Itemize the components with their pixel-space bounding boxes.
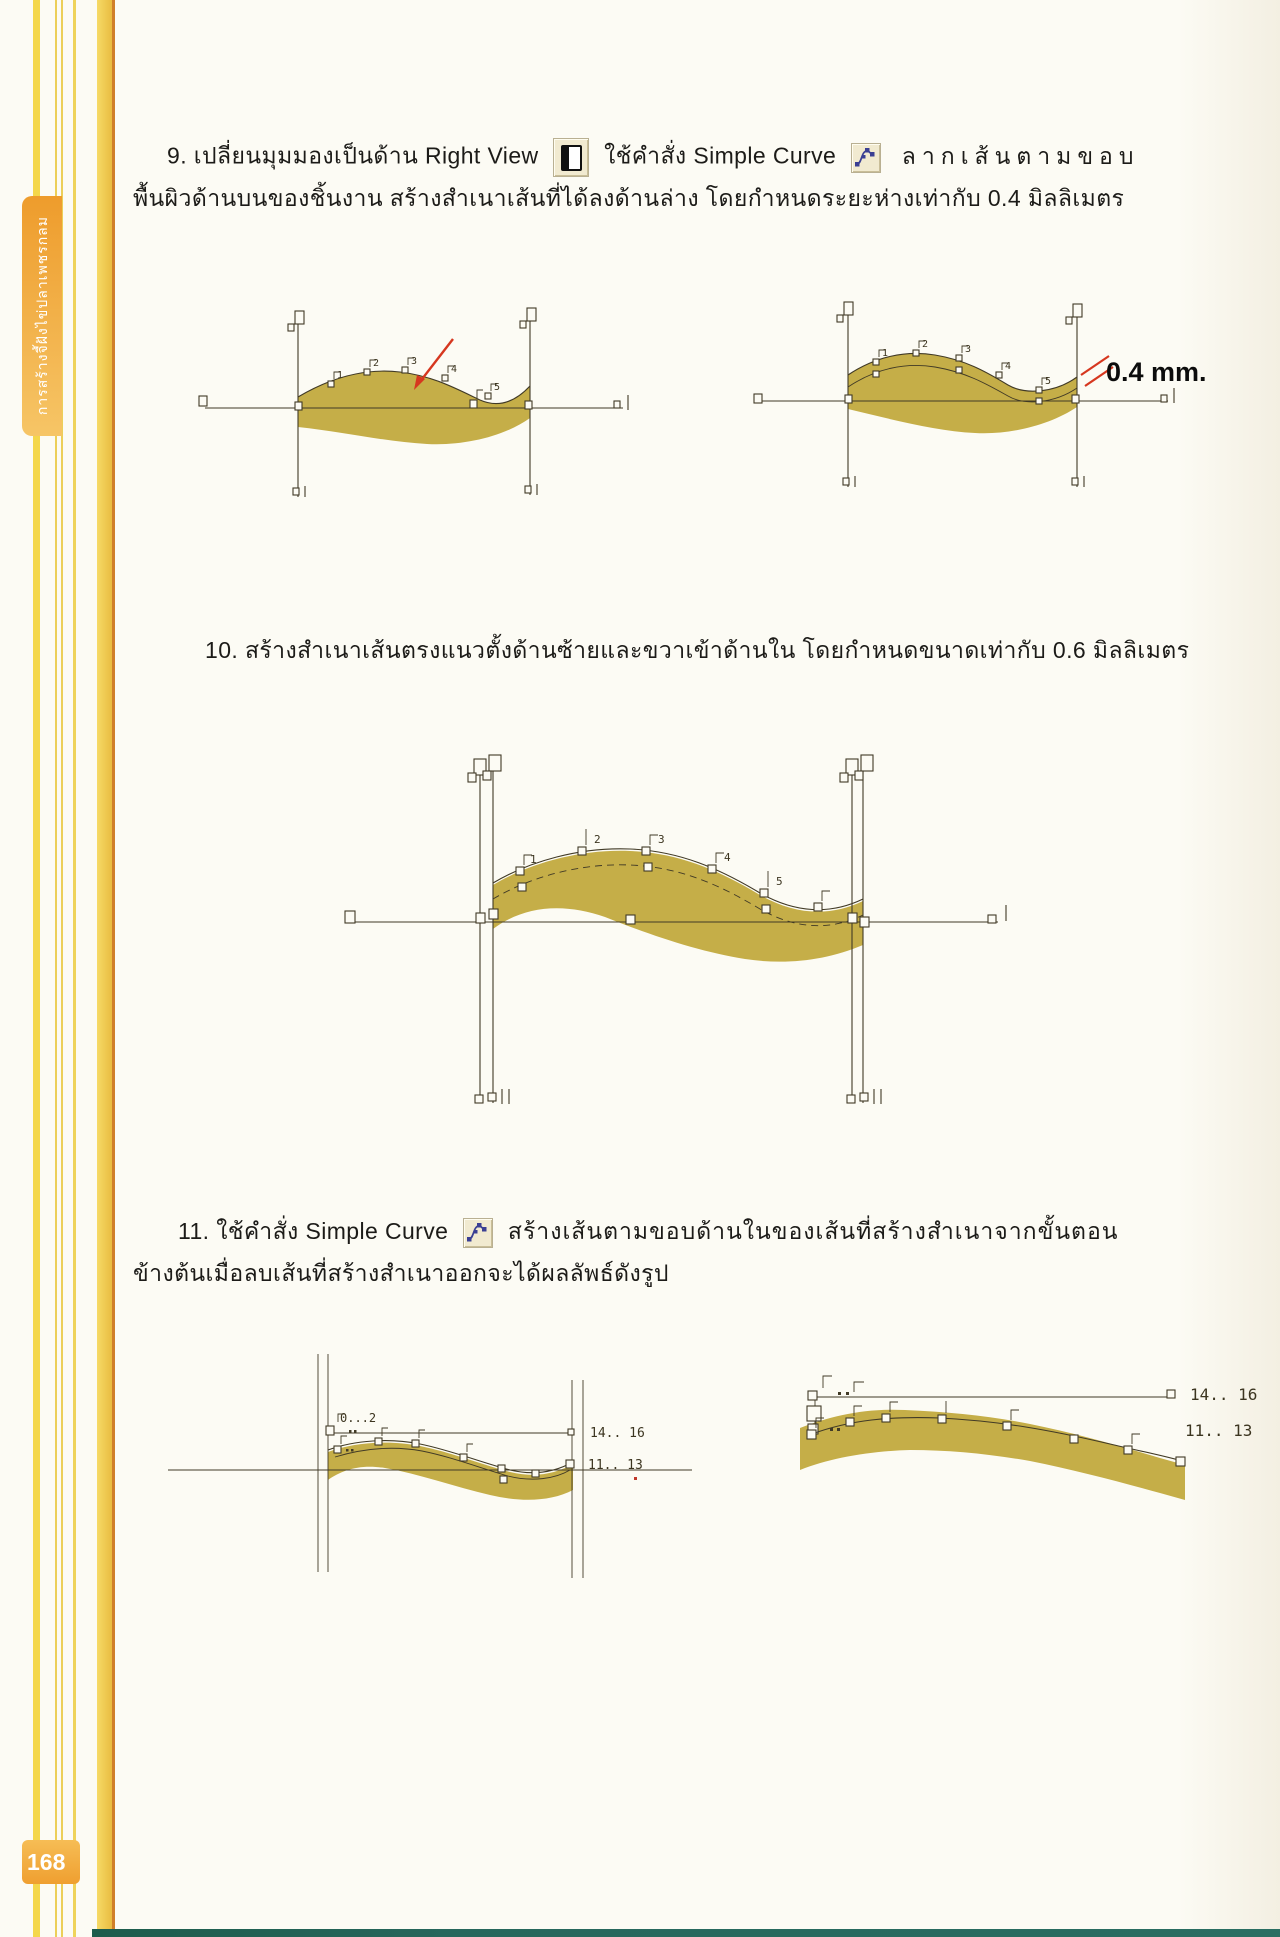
diagram-step9-right: [740, 295, 1280, 505]
step9-text-suffix: ลากเส้นตามขอบ: [901, 142, 1140, 169]
simple-curve-glyph: [853, 145, 877, 169]
d2-label-2: 2: [922, 339, 929, 350]
d1-label-4: 4: [451, 364, 458, 375]
d2-label-4: 4: [1005, 361, 1012, 372]
step11-line2: [133, 1256, 669, 1292]
step11-text-prefix: 11. ใช้คำสั่ง Simple Curve: [178, 1218, 449, 1244]
footer-strip: [92, 1929, 1280, 1937]
d4-top-range-label: 0...2: [340, 1411, 377, 1425]
d1-label-5: 5: [494, 382, 501, 393]
d5-band: [800, 1410, 1185, 1500]
diagram-step11-left: [160, 1352, 720, 1580]
step11-text-suffix: สร้างเส้นตามขอบด้านในของเส้นที่สร้างสำเนาจากขั้นตอน: [507, 1218, 1119, 1244]
diagram-step11-right: [790, 1358, 1280, 1523]
d4-range1-label: 14.. 16: [590, 1426, 645, 1441]
d2-offset-annotation: [1081, 356, 1207, 387]
simple-curve-glyph-2: [465, 1220, 489, 1244]
page-number: 168: [27, 1848, 66, 1875]
d3-label-5: 5: [776, 875, 783, 888]
step10-line: [205, 633, 1189, 669]
d2-label-5: 5: [1045, 376, 1052, 387]
d3-label-1: 1: [530, 853, 537, 866]
d2-band: [848, 353, 1077, 433]
d4-range2-label: 11.. 13: [588, 1458, 643, 1473]
d3-band: [493, 851, 863, 962]
chapter-title: การสร้างจี้ฝังไข่ปลาเพชรกลม: [34, 216, 50, 416]
step9-line2: [133, 181, 1124, 217]
d3-label-3: 3: [658, 833, 665, 846]
d5-labels: [1185, 1385, 1257, 1440]
step9-text-middle: ใช้คำสั่ง Simple Curve: [604, 142, 837, 169]
d1-label-3: 3: [411, 356, 418, 367]
right-view-glyph: [561, 145, 582, 171]
d1-label-2: 2: [373, 358, 380, 369]
page-number-tab: [22, 1840, 80, 1884]
step9-text-prefix: 9. เปลี่ยนมุมมองเป็นด้าน Right View: [167, 142, 539, 169]
diagram-step9-left: [165, 300, 665, 512]
step11-line1: [178, 1214, 1119, 1250]
left-gold-bar: [97, 0, 115, 1937]
d3-label-2: 2: [594, 833, 601, 846]
d5-range1-label: 14.. 16: [1190, 1385, 1258, 1404]
right-view-icon: [553, 138, 589, 177]
d5-range2-label: 11.. 13: [1185, 1421, 1253, 1440]
simple-curve-icon-2: [463, 1218, 493, 1248]
chapter-tab: [22, 196, 62, 436]
d2-label-3: 3: [965, 344, 972, 355]
d4-red-dot: [634, 1477, 637, 1480]
simple-curve-icon: [851, 143, 881, 173]
d1-label-1: 1: [337, 370, 344, 381]
step10-text: 10. สร้างสำเนาเส้นตรงแนวตั้งด้านซ้ายและขวาเข้าด้านใน โดยกำหนดขนาดเท่ากับ 0.6 มิลลิเมตร: [205, 637, 1190, 663]
d3-label-4: 4: [724, 851, 731, 864]
d2-label-1: 1: [882, 348, 889, 359]
left-stripe-4: [73, 0, 76, 1937]
step9-text-line2: พื้นผิวด้านบนของชิ้นงาน สร้างสำเนาเส้นที่ได้ลงด้านล่าง โดยกำหนดระยะห่างเท่ากับ 0.4 มิลลิเมตร: [133, 185, 1125, 211]
offset-dimension-label: 0.4 mm.: [1106, 357, 1207, 387]
diagram-step10: [200, 745, 1060, 1125]
step11-text-line2: ข้างต้นเมื่อลบเส้นที่สร้างสำเนาออกจะได้ผลลัพธ์ดังรูป: [133, 1260, 669, 1286]
step9-line1: [167, 138, 1139, 177]
